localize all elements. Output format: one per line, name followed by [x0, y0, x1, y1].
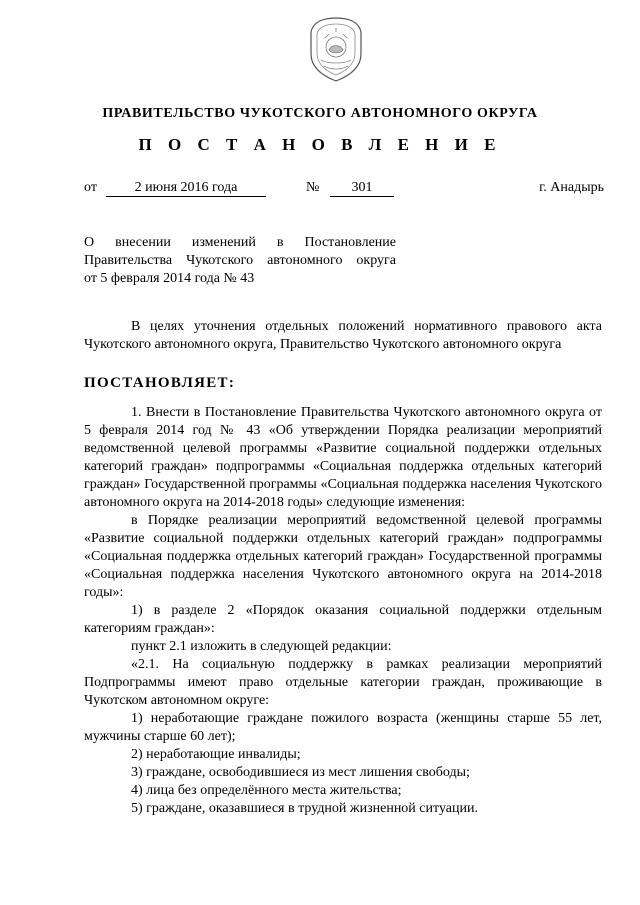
list-item: 4) лица без определённого места жительства;: [131, 783, 402, 798]
list-item: 2) неработающие инвалиды;: [131, 747, 301, 762]
subject-line: от 5 февраля 2014 года № 43: [84, 271, 255, 286]
government-title: ПРАВИТЕЛЬСТВО ЧУКОТСКОГО АВТОНОМНОГО ОКРУГА: [102, 106, 538, 121]
dateline: [84, 180, 604, 202]
from-label: от: [84, 180, 97, 195]
body-paragraph: 1. Внести в Постановление Правительства Чукотского автономного округа от 5 февраля 2014 год № 43 «Об утверждении Порядка реализации мероприятий ведомственной целевой программы «Развитие социальной поддержки отдельных категорий граждан» подпрограммы «Социальная поддержка отдельных категорий граждан» Государственной программы «Социальная поддержка населения Чукотского автономного округа на 2014-2018 годы» следующие изменения:: [84, 405, 602, 510]
coat-of-arms-emblem-icon: [305, 14, 367, 84]
subject-line: О внесении изменений в Постановление: [84, 235, 396, 250]
preamble-paragraph: В целях уточнения отдельных положений нормативного правового акта Чукотского автономного округа, Правительство Чукотского автономного округа: [84, 319, 602, 352]
body-paragraph: 1) в разделе 2 «Порядок оказания социальной поддержки отдельным категориям граждан»:: [84, 603, 602, 636]
document-subject: [84, 234, 396, 288]
body-paragraph: в Порядке реализации мероприятий ведомственной целевой программы «Развитие социальной поддержки отдельных категорий граждан» подпрограммы «Социальная поддержка отдельных категорий граждан» Государственной программы «Социальная поддержка населения Чукотского автономного округа на 2014-2018 годы»:: [84, 513, 602, 600]
body-paragraph: пункт 2.1 изложить в следующей редакции:: [131, 639, 392, 654]
city: г. Анадырь: [539, 180, 604, 195]
subject-line: Правительства Чукотского автономного округа: [84, 253, 396, 268]
document-date: 2 июня 2016 года: [106, 180, 266, 197]
resolves-heading: ПОСТАНОВЛЯЕТ:: [84, 375, 236, 391]
number-label: №: [306, 180, 320, 195]
list-item: 1) неработающие граждане пожилого возраста (женщины старше 55 лет, мужчины старше 60 лет);: [84, 711, 602, 744]
body-paragraph: «2.1. На социальную поддержку в рамках реализации мероприятий Подпрограммы имеют право отдельные категории граждан, проживающие в Чукотском автономном округе:: [84, 657, 602, 708]
list-item: 3) граждане, освободившиеся из мест лишения свободы;: [131, 765, 470, 780]
document-body: [84, 318, 602, 818]
document-type-title: П О С Т А Н О В Л Е Н И Е: [138, 135, 502, 154]
document-number: 301: [330, 180, 394, 197]
list-item: 5) граждане, оказавшиеся в трудной жизненной ситуации.: [131, 801, 478, 816]
